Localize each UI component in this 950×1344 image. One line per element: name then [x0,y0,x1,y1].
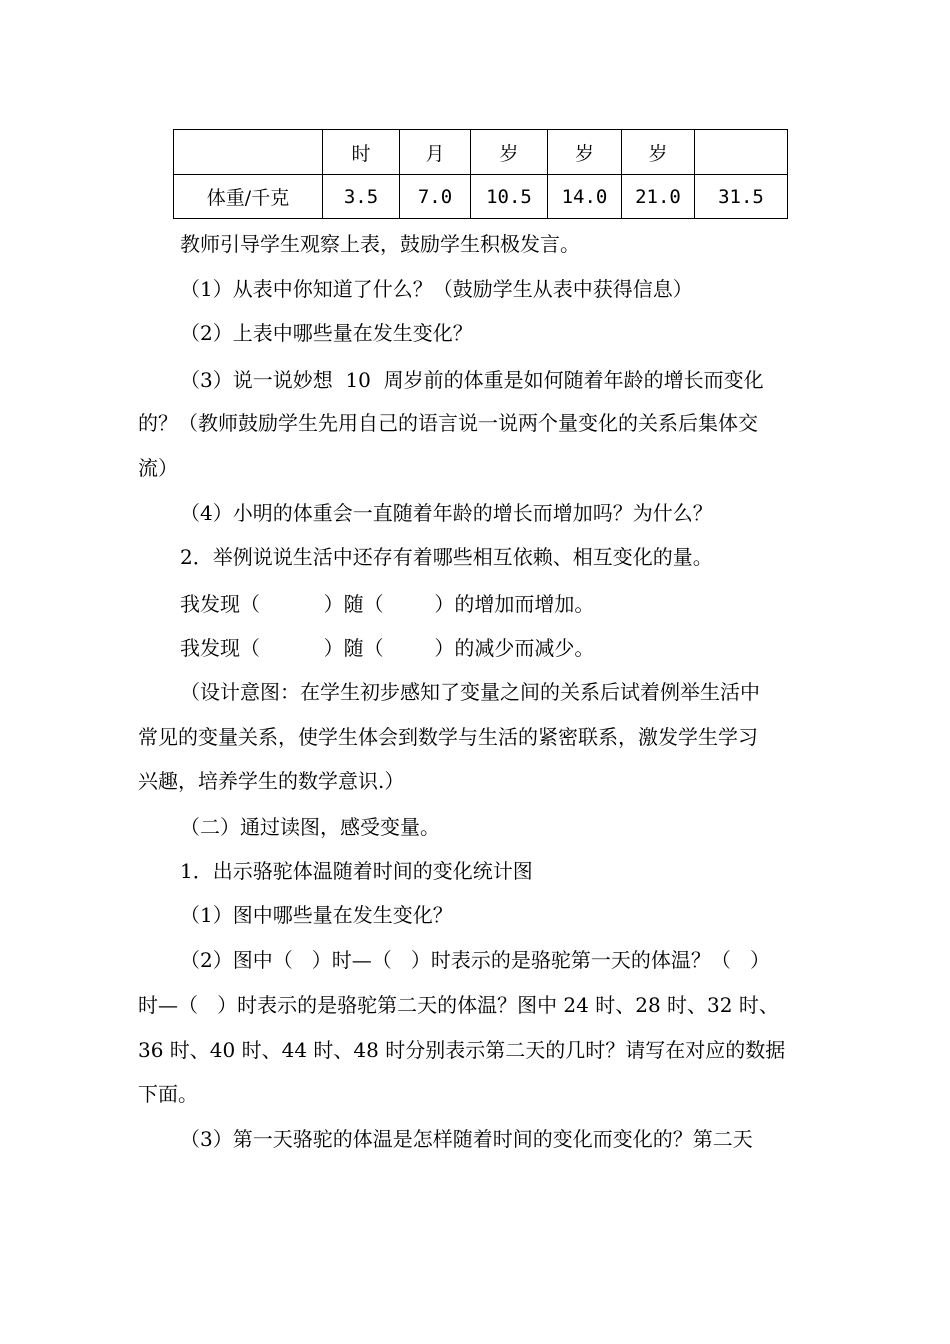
table-cell: 岁 [622,130,695,175]
text-line: 教师引导学生观察上表，鼓励学生积极发言。 [180,232,580,256]
text-line: 36 时、40 时、44 时、48 时分别表示第二天的几时？请写在对应的数据 [138,1038,786,1062]
text-line: 的？（教师鼓励学生先用自己的语言说一说两个量变化的关系后集体交 [138,411,758,435]
text-line: 下面。 [138,1082,198,1106]
table-header-row [174,130,788,175]
text-line: （1）从表中你知道了什么？（鼓励学生从表中获得信息） [180,277,693,301]
text-line: （二）通过读图，感受变量。 [180,815,440,839]
text-line: （4）小明的体重会一直随着年龄的增长而增加吗？为什么？ [180,501,713,525]
table-cell: 月 [400,130,471,175]
text-line: （3）说一说妙想 10 周岁前的体重是如何随着年龄的增长而变化 [180,368,764,392]
text-line: （1）图中哪些量在发生变化？ [180,903,453,927]
text-line: （3）第一天骆驼的体温是怎样随着时间的变化而变化的？第二天 [180,1127,753,1151]
text-line: 常见的变量关系，使学生体会到数学与生活的紧密联系，激发学生学习 [138,725,758,749]
table-row [174,175,788,219]
table-cell: 7.0 [400,175,471,219]
table-cell: 31.5 [695,175,788,219]
text-line: （设计意图：在学生初步感知了变量之间的关系后试着例举生活中 [180,680,760,704]
text-line: （2）上表中哪些量在发生变化？ [180,321,473,345]
table-cell: 10.5 [471,175,548,219]
table-cell: 岁 [471,130,548,175]
table-cell: 时 [323,130,400,175]
text-line: 时—（ ）时表示的是骆驼第二天的体温？图中 24 时、28 时、32 时、 [138,993,779,1017]
table-row-label: 体重/千克 [174,175,323,219]
text-line: 我发现（ ）随（ ）的减少而减少。 [180,636,595,660]
table-cell: 3.5 [323,175,400,219]
text-line: 兴趣，培养学生的数学意识.） [138,769,405,793]
text-line: 我发现（ ）随（ ）的增加而增加。 [180,592,595,616]
text-line: 流） [138,456,178,480]
text-line: 2．举例说说生活中还存有着哪些相互依赖、相互变化的量。 [180,545,713,569]
table-cell: 21.0 [622,175,695,219]
text-line: 1．出示骆驼体温随着时间的变化统计图 [180,859,533,883]
table-cell [174,130,323,175]
table-cell [695,130,788,175]
table-cell: 岁 [548,130,622,175]
text-line: （2）图中（ ）时—（ ）时表示的是骆驼第一天的体温？（ ） [180,948,770,972]
weight-table [173,129,788,219]
table-cell: 14.0 [548,175,622,219]
